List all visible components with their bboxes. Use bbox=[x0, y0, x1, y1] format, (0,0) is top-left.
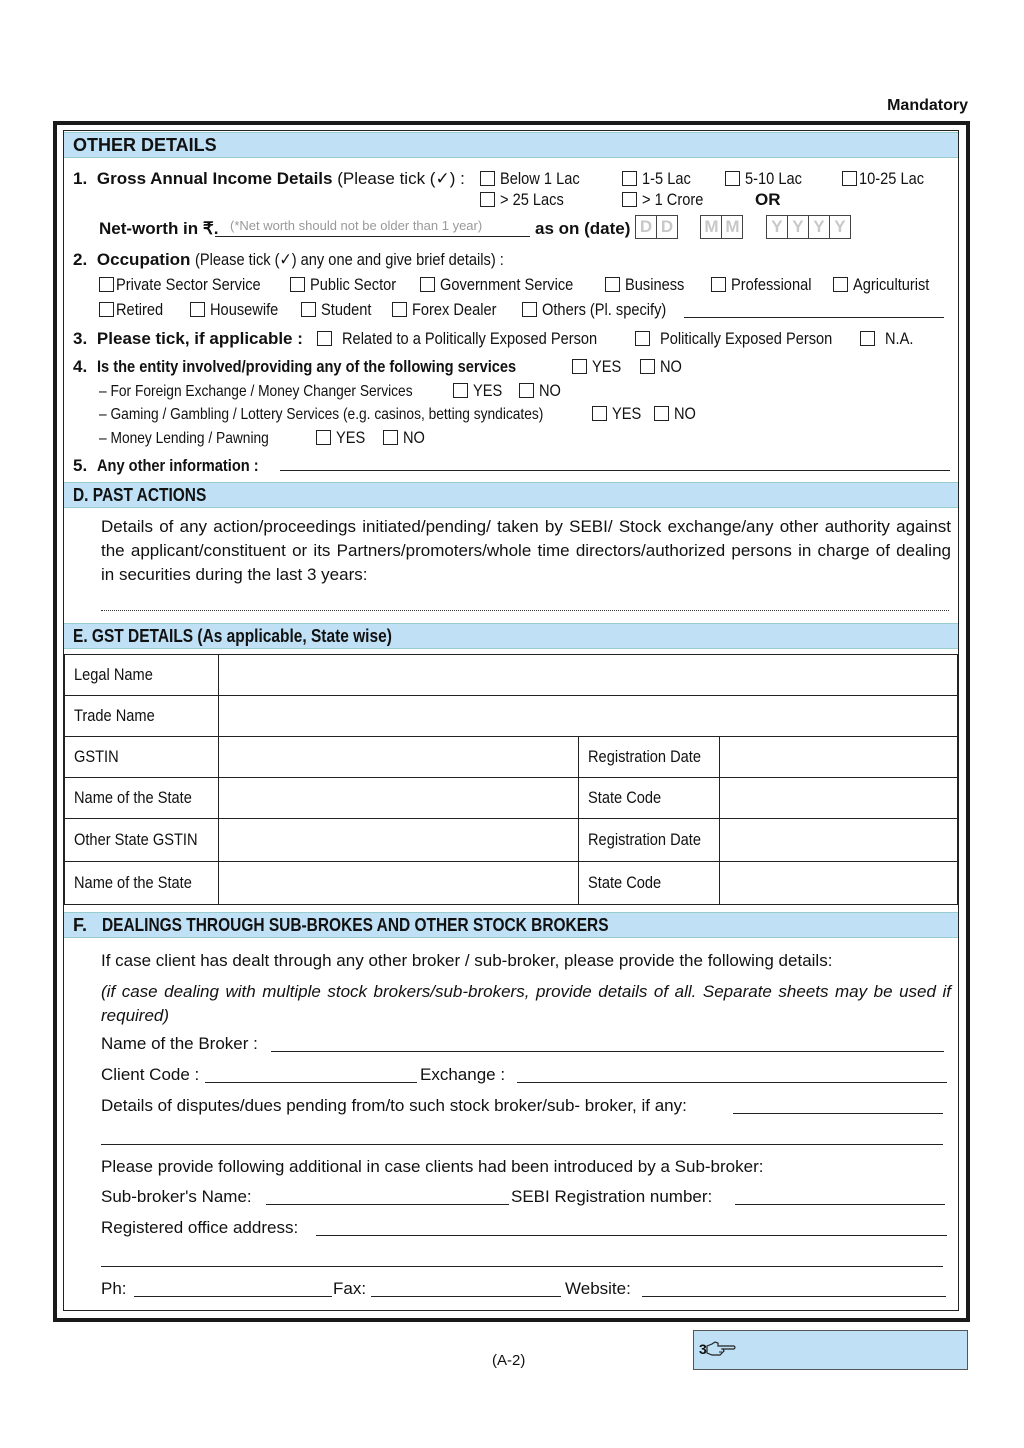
table-row bbox=[65, 819, 958, 862]
past-actions-header: D. PAST ACTIONS bbox=[64, 482, 958, 508]
gstin-field[interactable] bbox=[218, 737, 578, 778]
registration-date-label: Registration Date bbox=[578, 737, 719, 778]
exchange-field[interactable] bbox=[517, 1065, 947, 1083]
pep-question: 3. Please tick, if applicable : bbox=[73, 329, 303, 348]
occupation-forex-dealer[interactable]: Forex Dealer bbox=[392, 300, 510, 320]
other-state-name-label: Name of the State bbox=[65, 862, 219, 905]
subbroker-name-field[interactable] bbox=[266, 1187, 509, 1205]
page-number: (A-2) bbox=[492, 1352, 526, 1369]
table-row bbox=[65, 778, 958, 819]
forex-yes[interactable]: YES bbox=[453, 381, 507, 401]
occupation-agriculturist[interactable]: Agriculturist bbox=[833, 275, 942, 295]
gstin-label: GSTIN bbox=[65, 737, 219, 778]
dealings-intro: If case client has dealt through any other broker / sub-broker, please provide the following details: bbox=[101, 951, 833, 970]
sebi-registration-label: SEBI Registration number: bbox=[511, 1187, 713, 1206]
page-tab bbox=[693, 1330, 968, 1370]
gaming-no[interactable]: NO bbox=[654, 404, 700, 424]
services-question: 4. Is the entity involved/providing any of the following services bbox=[73, 357, 517, 376]
occupation-government[interactable]: Government Service bbox=[420, 275, 595, 295]
pep-related[interactable]: Related to a Politically Exposed Person bbox=[317, 329, 639, 349]
table-row bbox=[65, 696, 958, 737]
dealings-header: F. DEALINGS THROUGH SUB-BROKES AND OTHER STOCK BROKERS bbox=[64, 912, 958, 938]
lending-yes[interactable]: YES bbox=[316, 428, 370, 448]
state-name-label: Name of the State bbox=[65, 778, 219, 819]
registered-office-field-line2[interactable] bbox=[101, 1249, 943, 1267]
fax-label: Fax: bbox=[333, 1279, 367, 1298]
other-info-label: 5. Any other information : bbox=[73, 456, 259, 475]
income-above-1-crore[interactable]: > 1 Crore bbox=[622, 190, 713, 210]
state-name-field[interactable] bbox=[218, 778, 578, 819]
lending-no[interactable]: NO bbox=[383, 428, 429, 448]
services-yes[interactable]: YES bbox=[572, 357, 626, 377]
broker-name-label: Name of the Broker : bbox=[101, 1034, 258, 1053]
mandatory-label: Mandatory bbox=[887, 97, 968, 114]
forex-no[interactable]: NO bbox=[519, 381, 565, 401]
state-code-field[interactable] bbox=[720, 778, 958, 819]
gst-table bbox=[64, 654, 958, 905]
pep-self[interactable]: Politically Exposed Person bbox=[635, 329, 860, 349]
gaming-yes[interactable]: YES bbox=[592, 404, 646, 424]
table-row bbox=[65, 737, 958, 778]
networth-label: Net-worth in ₹. bbox=[99, 219, 219, 238]
pep-na[interactable]: N.A. bbox=[860, 329, 918, 349]
exchange-label: Exchange : bbox=[420, 1065, 506, 1084]
other-details-header: OTHER DETAILS bbox=[64, 132, 958, 158]
other-state-code-field[interactable] bbox=[720, 862, 958, 905]
services-no[interactable]: NO bbox=[640, 357, 686, 377]
other-info-field[interactable] bbox=[280, 454, 950, 471]
client-code-label: Client Code : bbox=[101, 1065, 200, 1084]
occupation-others[interactable]: Others (Pl. specify) bbox=[522, 300, 687, 320]
lending-services-label: – Money Lending / Pawning bbox=[99, 430, 269, 447]
past-actions-field[interactable] bbox=[101, 597, 949, 611]
fax-field[interactable] bbox=[371, 1279, 561, 1297]
pointing-hand-icon bbox=[706, 1341, 736, 1357]
phone-label: Ph: bbox=[101, 1279, 127, 1298]
forex-services-label: – For Foreign Exchange / Money Changer Services bbox=[99, 383, 413, 400]
other-registration-date-label: Registration Date bbox=[578, 819, 719, 862]
occupation-others-field[interactable] bbox=[684, 300, 944, 318]
occupation-private-sector[interactable]: Private Sector Service bbox=[99, 275, 284, 295]
gst-header: E. GST DETAILS (As applicable, State wise) bbox=[64, 623, 958, 649]
state-code-label: State Code bbox=[578, 778, 719, 819]
other-state-name-field[interactable] bbox=[218, 862, 578, 905]
website-field[interactable] bbox=[642, 1279, 946, 1297]
disputes-field[interactable] bbox=[733, 1096, 943, 1114]
occupation-business[interactable]: Business bbox=[605, 275, 694, 295]
table-row bbox=[65, 655, 958, 696]
phone-field[interactable] bbox=[134, 1279, 332, 1297]
dealings-note: (if case dealing with multiple stock brokers/sub-brokers, provide details of all. Separate sheets may be used if required) bbox=[101, 982, 951, 1025]
legal-name-field[interactable] bbox=[218, 655, 957, 696]
client-code-field[interactable] bbox=[205, 1065, 417, 1083]
registered-office-label: Registered office address: bbox=[101, 1218, 299, 1237]
other-state-code-label: State Code bbox=[578, 862, 719, 905]
or-label: OR bbox=[755, 190, 781, 209]
disputes-label: Details of disputes/dues pending from/to such stock broker/sub- broker, if any: bbox=[101, 1096, 687, 1115]
networth-field[interactable]: (*Net worth should not be older than 1 year) bbox=[215, 217, 530, 237]
occupation-professional[interactable]: Professional bbox=[711, 275, 825, 295]
registration-date-field[interactable] bbox=[720, 737, 958, 778]
subbroker-name-label: Sub-broker's Name: bbox=[101, 1187, 252, 1206]
income-1-5-lac[interactable]: 1-5 Lac bbox=[622, 169, 699, 189]
occupation-question: 2. Occupation (Please tick (✓) any one and give brief details) : bbox=[73, 250, 505, 269]
occupation-retired[interactable]: Retired bbox=[99, 300, 171, 320]
income-below-1-lac[interactable]: Below 1 Lac bbox=[480, 169, 593, 189]
disputes-field-line2[interactable] bbox=[101, 1127, 943, 1145]
income-above-25-lacs[interactable]: > 25 Lacs bbox=[480, 190, 574, 210]
occupation-public-sector[interactable]: Public Sector bbox=[290, 275, 410, 295]
sebi-registration-field[interactable] bbox=[735, 1187, 945, 1205]
table-row bbox=[65, 862, 958, 905]
networth-date-field[interactable]: D D M M Y Y Y Y bbox=[635, 215, 850, 239]
past-actions-text: Details of any action/proceedings initiated/pending/ taken by SEBI/ Stock exchange/any other authority against the applicant/constituent or its Partners/promoters/whole time directors/authorized persons in charge of dealing in securities during the last 3 years: bbox=[101, 517, 951, 584]
other-registration-date-field[interactable] bbox=[720, 819, 958, 862]
income-10-25-lac[interactable]: 10-25 Lac bbox=[842, 169, 935, 189]
income-question: 1. Gross Annual Income Details (Please tick (✓) : bbox=[73, 169, 465, 188]
website-label: Website: bbox=[565, 1279, 631, 1298]
other-state-gstin-field[interactable] bbox=[218, 819, 578, 862]
other-state-gstin-label: Other State GSTIN bbox=[65, 819, 219, 862]
occupation-student[interactable]: Student bbox=[301, 300, 380, 320]
tab-number: 3 bbox=[699, 1341, 707, 1357]
occupation-housewife[interactable]: Housewife bbox=[190, 300, 289, 320]
registered-office-field[interactable] bbox=[316, 1218, 947, 1236]
income-5-10-lac[interactable]: 5-10 Lac bbox=[725, 169, 811, 189]
gaming-services-label: – Gaming / Gambling / Lottery Services (e.g. casinos, betting syndicates) bbox=[99, 406, 544, 423]
as-on-date-label: as on (date) bbox=[535, 219, 631, 238]
trade-name-label: Trade Name bbox=[65, 696, 219, 737]
subbroker-intro: Please provide following additional in case clients had been introduced by a Sub-broker: bbox=[101, 1157, 764, 1176]
broker-name-field[interactable] bbox=[271, 1034, 944, 1052]
trade-name-field[interactable] bbox=[218, 696, 957, 737]
legal-name-label: Legal Name bbox=[65, 655, 219, 696]
